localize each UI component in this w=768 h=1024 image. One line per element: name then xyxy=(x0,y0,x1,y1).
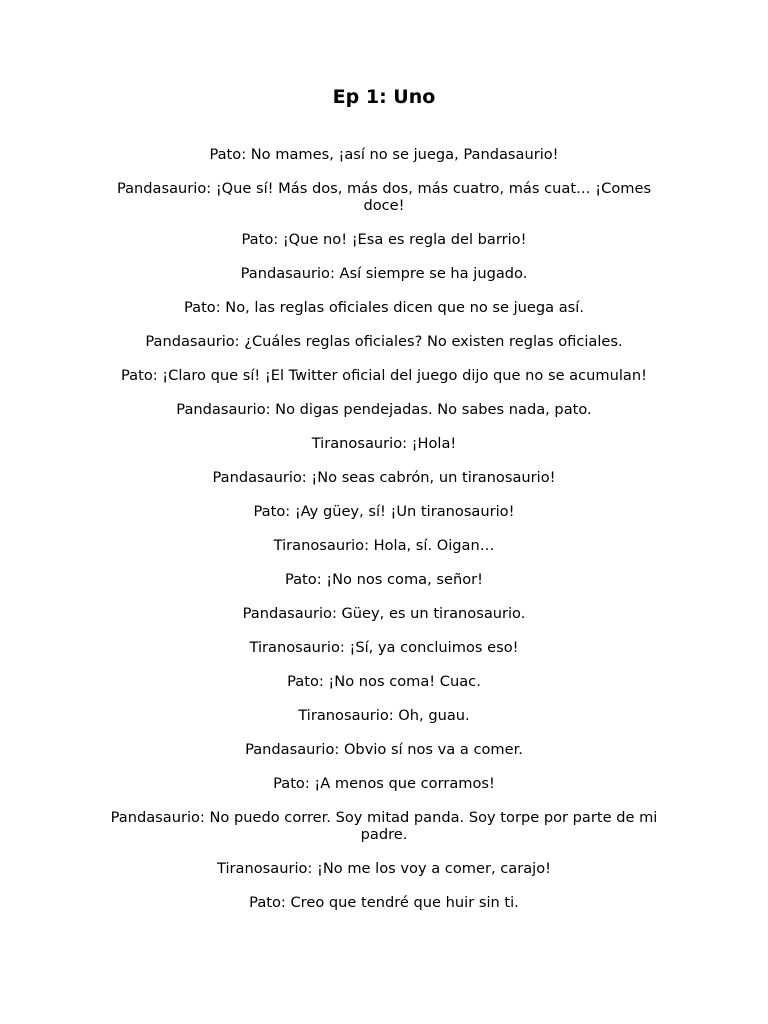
dialogue-line: Pato: No, las reglas oficiales dicen que no se juega así. xyxy=(184,299,584,316)
dialogue-line: Pato: ¡Ay güey, sí! ¡Un tiranosaurio! xyxy=(253,503,515,520)
dialogue-line: Tiranosaurio: Hola, sí. Oigan… xyxy=(273,537,495,554)
page-title: Ep 1: Uno xyxy=(332,86,436,108)
dialogue-line: Pandasaurio: Así siempre se ha jugado. xyxy=(240,265,528,282)
dialogue-line: Pato: ¡Que no! ¡Esa es regla del barrio! xyxy=(241,231,527,248)
dialogue-line: Pato: ¡No nos coma! Cuac. xyxy=(287,673,481,690)
dialogue-line: Pandasaurio: No digas pendejadas. No sabes nada, pato. xyxy=(176,401,592,418)
dialogue-list xyxy=(110,146,658,911)
dialogue-line: Pandasaurio: ¡No seas cabrón, un tiranosaurio! xyxy=(212,469,556,486)
dialogue-line: Pato: ¡Claro que sí! ¡El Twitter oficial del juego dijo que no se acumulan! xyxy=(121,367,647,384)
dialogue-line: Pandasaurio: ¡Que sí! Más dos, más dos, más cuatro, más cuat… ¡Comes doce! xyxy=(116,180,652,214)
dialogue-line: Pato: ¡A menos que corramos! xyxy=(273,775,495,792)
dialogue-line: Pandasaurio: Güey, es un tiranosaurio. xyxy=(242,605,526,622)
dialogue-line: Tiranosaurio: ¡Hola! xyxy=(311,435,457,452)
dialogue-line: Tiranosaurio: Oh, guau. xyxy=(298,707,470,724)
dialogue-line: Pandasaurio: ¿Cuáles reglas oficiales? No existen reglas oficiales. xyxy=(145,333,623,350)
dialogue-line: Pato: Creo que tendré que huir sin ti. xyxy=(249,894,519,911)
dialogue-line: Pato: ¡No nos coma, señor! xyxy=(284,571,484,588)
dialogue-line: Tiranosaurio: ¡No me los voy a comer, carajo! xyxy=(217,860,551,877)
dialogue-line: Pandasaurio: No puedo correr. Soy mitad panda. Soy torpe por parte de mi padre. xyxy=(110,809,658,843)
dialogue-line: Pandasaurio: Obvio sí nos va a comer. xyxy=(245,741,523,758)
dialogue-line: Tiranosaurio: ¡Sí, ya concluimos eso! xyxy=(249,639,519,656)
dialogue-line: Pato: No mames, ¡así no se juega, Pandasaurio! xyxy=(209,146,559,163)
